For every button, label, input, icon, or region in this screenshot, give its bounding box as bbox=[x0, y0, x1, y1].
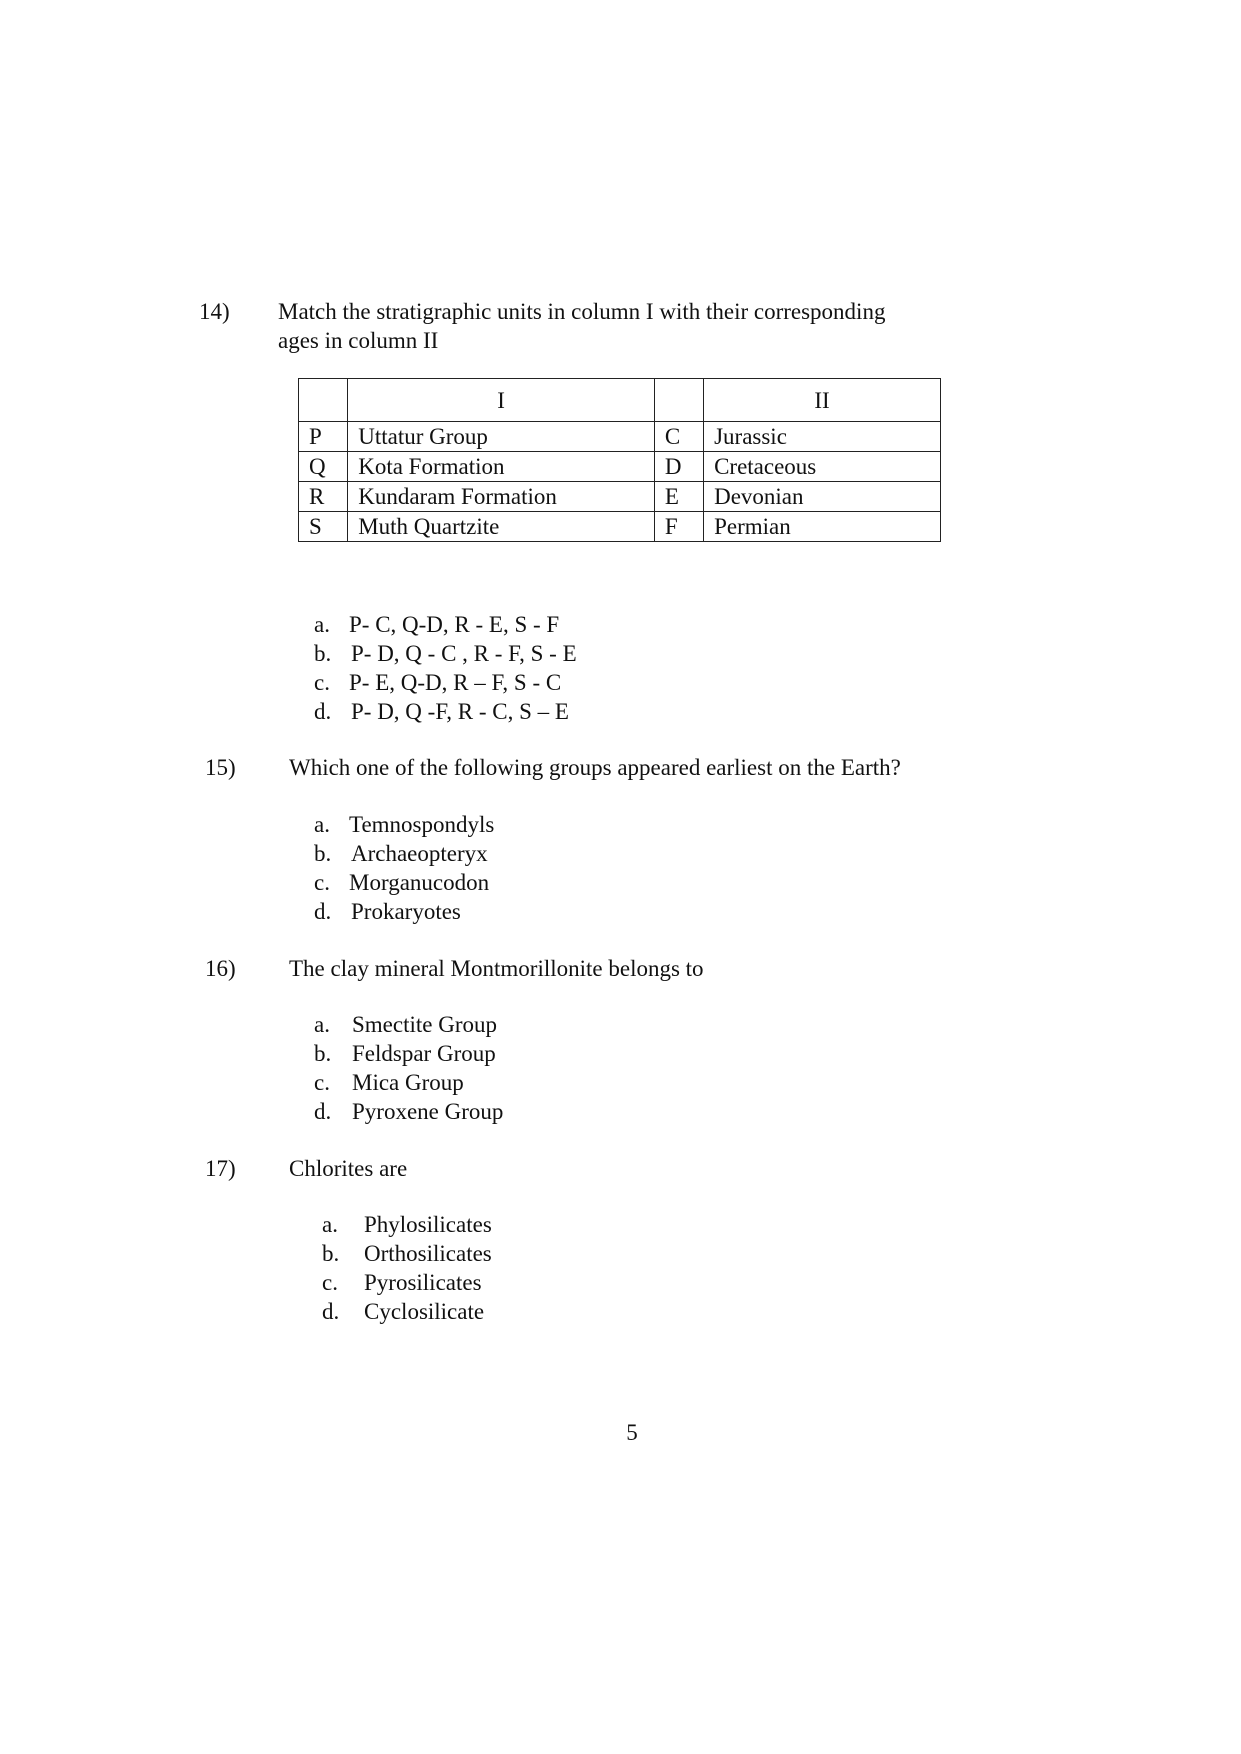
option[interactable] bbox=[322, 1239, 492, 1268]
option[interactable] bbox=[314, 839, 494, 868]
option-letter: a. bbox=[314, 812, 330, 837]
option-letter: b. bbox=[314, 1041, 332, 1066]
option[interactable] bbox=[322, 1268, 492, 1297]
option-text: Smectite Group bbox=[352, 1012, 497, 1037]
table-row bbox=[299, 452, 941, 482]
option-letter: c. bbox=[314, 1070, 330, 1095]
table-row bbox=[299, 422, 941, 452]
option[interactable] bbox=[314, 668, 577, 697]
option[interactable] bbox=[314, 697, 577, 726]
option-letter: d. bbox=[314, 699, 332, 724]
option-text: P- C, Q-D, R - E, S - F bbox=[349, 612, 560, 637]
option-text: Archaeopteryx bbox=[351, 841, 488, 866]
option-text: Orthosilicates bbox=[364, 1241, 492, 1266]
table-row bbox=[299, 512, 941, 542]
option-letter: c. bbox=[322, 1270, 338, 1295]
option[interactable] bbox=[314, 1010, 503, 1039]
table-header-blank bbox=[299, 379, 348, 422]
stratigraphic-unit: Kota Formation bbox=[348, 452, 655, 482]
question-14-text-line2: ages in column II bbox=[278, 328, 439, 353]
question-17-text: Chlorites are bbox=[289, 1156, 408, 1181]
unit-key: P bbox=[299, 422, 348, 452]
table-row bbox=[299, 482, 941, 512]
option[interactable] bbox=[314, 868, 494, 897]
question-17-options bbox=[322, 1210, 492, 1326]
question-16-number: 16) bbox=[205, 956, 236, 981]
option[interactable] bbox=[322, 1210, 492, 1239]
question-16-text: The clay mineral Montmorillonite belongs to bbox=[289, 956, 704, 981]
geologic-age: Cretaceous bbox=[704, 452, 941, 482]
option-text: Pyroxene Group bbox=[352, 1099, 504, 1124]
stratigraphic-unit: Uttatur Group bbox=[348, 422, 655, 452]
option-letter: b. bbox=[314, 841, 332, 866]
option[interactable] bbox=[322, 1297, 492, 1326]
option[interactable] bbox=[314, 639, 577, 668]
option-letter: c. bbox=[314, 870, 330, 895]
age-key: C bbox=[654, 422, 703, 452]
option-text: P- D, Q - C , R - F, S - E bbox=[351, 641, 577, 666]
geologic-age: Devonian bbox=[704, 482, 941, 512]
unit-key: Q bbox=[299, 452, 348, 482]
geologic-age: Jurassic bbox=[704, 422, 941, 452]
question-16-options bbox=[314, 1010, 503, 1126]
option-letter: a. bbox=[322, 1212, 338, 1237]
page-number: 5 bbox=[626, 1420, 638, 1445]
option-letter: d. bbox=[314, 899, 332, 924]
age-key: E bbox=[654, 482, 703, 512]
option-text: Morganucodon bbox=[349, 870, 490, 895]
stratigraphic-unit: Muth Quartzite bbox=[348, 512, 655, 542]
option-letter: a. bbox=[314, 612, 330, 637]
option-letter: b. bbox=[322, 1241, 340, 1266]
unit-key: R bbox=[299, 482, 348, 512]
column-ii-header: II bbox=[704, 379, 941, 422]
option[interactable] bbox=[314, 610, 577, 639]
question-15-number: 15) bbox=[205, 755, 236, 780]
question-14-text-line1: Match the stratigraphic units in column I with their corresponding bbox=[278, 299, 886, 324]
table-header-row bbox=[299, 379, 941, 422]
question-14-number: 14) bbox=[199, 299, 230, 324]
option-text: Feldspar Group bbox=[352, 1041, 496, 1066]
option-text: P- D, Q -F, R - C, S – E bbox=[351, 699, 569, 724]
option-letter: b. bbox=[314, 641, 332, 666]
option[interactable] bbox=[314, 810, 494, 839]
matching-table bbox=[298, 378, 941, 542]
unit-key: S bbox=[299, 512, 348, 542]
question-15-text: Which one of the following groups appeared earliest on the Earth? bbox=[289, 755, 901, 780]
question-17-number: 17) bbox=[205, 1156, 236, 1181]
option-text: Cyclosilicate bbox=[364, 1299, 485, 1324]
option[interactable] bbox=[314, 1039, 503, 1068]
question-14-options bbox=[314, 610, 577, 726]
option-text: Temnospondyls bbox=[349, 812, 495, 837]
table-header-blank bbox=[654, 379, 703, 422]
geologic-age: Permian bbox=[704, 512, 941, 542]
option-text: P- E, Q-D, R – F, S - C bbox=[349, 670, 562, 695]
option[interactable] bbox=[314, 1097, 503, 1126]
age-key: F bbox=[654, 512, 703, 542]
option-letter: d. bbox=[322, 1299, 340, 1324]
option-text: Mica Group bbox=[352, 1070, 464, 1095]
option-letter: c. bbox=[314, 670, 330, 695]
option[interactable] bbox=[314, 897, 494, 926]
age-key: D bbox=[654, 452, 703, 482]
option[interactable] bbox=[314, 1068, 503, 1097]
question-15-options bbox=[314, 810, 494, 926]
option-letter: d. bbox=[314, 1099, 332, 1124]
column-i-header: I bbox=[348, 379, 655, 422]
stratigraphic-unit: Kundaram Formation bbox=[348, 482, 655, 512]
option-text: Pyrosilicates bbox=[364, 1270, 482, 1295]
option-text: Prokaryotes bbox=[351, 899, 461, 924]
option-letter: a. bbox=[314, 1012, 330, 1037]
option-text: Phylosilicates bbox=[364, 1212, 492, 1237]
